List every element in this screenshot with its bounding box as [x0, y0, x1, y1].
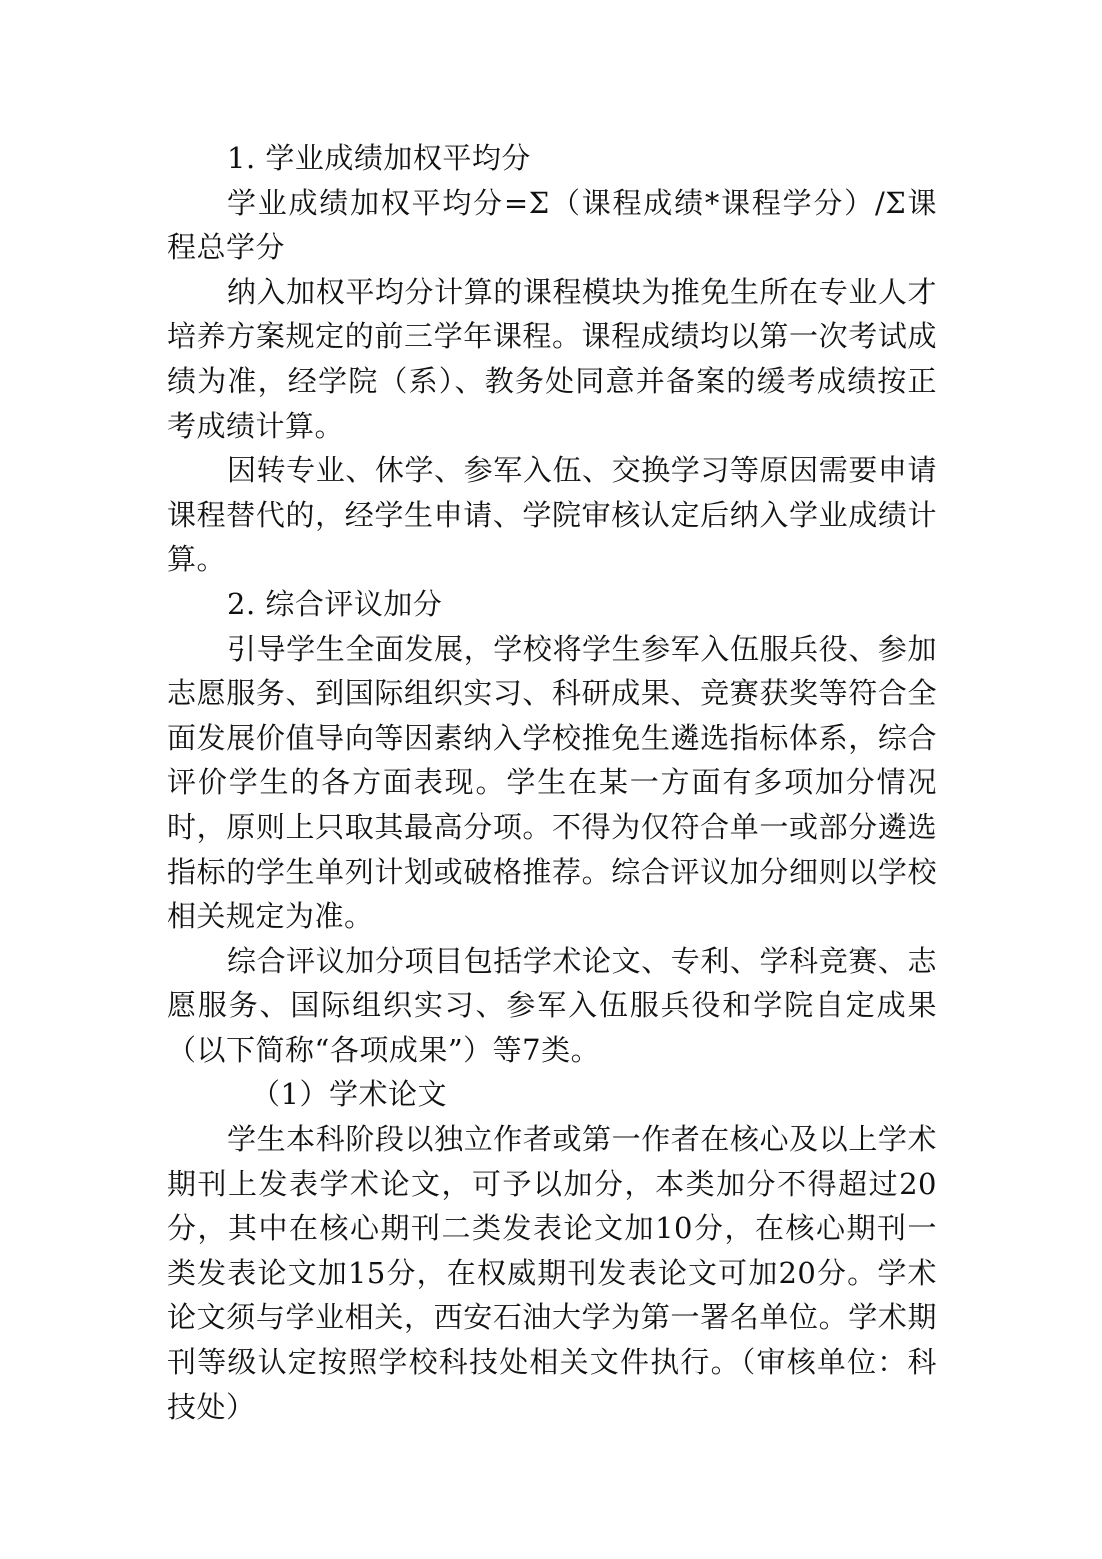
- section-heading-comprehensive-bonus: 2. 综合评议加分: [227, 586, 443, 621]
- body-paragraph: 学生本科阶段以独立作者或第一作者在核心及以上学术期刊上发表学术论文，可予以加分，本类加分不得超过20分，其中在核心期刊二类发表论文加10分，在核心期刊一类发表论文加15分，在权威期刊发表论文可加20分。学术论文须与学业相关，西安石油大学为第一署名单位。学术期刊等级认定按照学校科技处相关文件执行。（审核单位：科技处）: [167, 1122, 937, 1424]
- formula-paragraph: 学业成绩加权平均分=Σ（课程成绩*课程学分）/Σ课程总学分: [167, 185, 937, 265]
- document-body: [167, 136, 937, 1429]
- body-paragraph: 引导学生全面发展，学校将学生参军入伍服兵役、参加志愿服务、到国际组织实习、科研成果、竞赛获奖等符合全面发展价值导向等因素纳入学校推免生遴选指标体系，综合评价学生的各方面表现。学生在某一方面有多项加分情况时，原则上只取其最高分项。不得为仅符合单一或部分遴选指标的学生单列计划或破格推荐。综合评议加分细则以学校相关规定为准。: [167, 631, 937, 934]
- body-paragraph: 综合评议加分项目包括学术论文、专利、学科竞赛、志愿服务、国际组织实习、参军入伍服兵役和学院自定成果（以下简称“各项成果”）等7类。: [167, 943, 937, 1067]
- subsection-heading-academic-papers: （1）学术论文: [251, 1077, 447, 1112]
- body-paragraph: 纳入加权平均分计算的课程模块为推免生所在专业人才培养方案规定的前三学年课程。课程成绩均以第一次考试成绩为准，经学院（系）、教务处同意并备案的缓考成绩按正考成绩计算。: [167, 274, 937, 443]
- section-heading-weighted-average: 1. 学业成绩加权平均分: [227, 141, 531, 175]
- body-paragraph: 因转专业、休学、参军入伍、交换学习等原因需要申请课程替代的，经学生申请、学院审核认定后纳入学业成绩计算。: [167, 453, 937, 577]
